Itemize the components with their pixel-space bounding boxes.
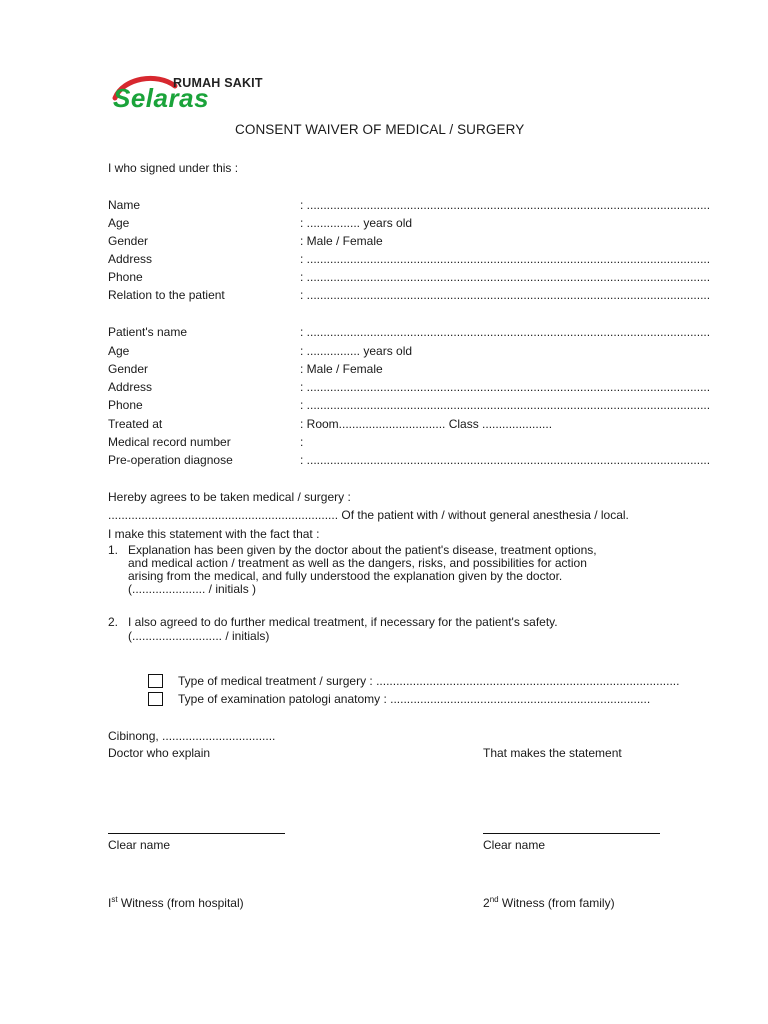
treatment-type-checkbox[interactable] xyxy=(148,674,163,688)
agreement-line-2: ..................................................................... Of the patient with / without general anesthesia / local. xyxy=(108,508,629,522)
signer-relation-label: Relation to the patient xyxy=(108,288,225,302)
patient-treated-field: : Room................................ Class ..................... xyxy=(300,417,553,431)
logo-top-text: RUMAH SAKIT xyxy=(173,76,263,90)
agreement-line-1: Hereby agrees to be taken medical / surgery : xyxy=(108,490,351,504)
statement-2-line-1: I also agreed to do further medical treatment, if necessary for the patient's safety. xyxy=(128,615,558,629)
patient-age-label: Age xyxy=(108,344,130,358)
witness-1-label xyxy=(108,896,244,910)
doctor-signature-line xyxy=(108,833,285,834)
witness-1-suffix: st xyxy=(111,895,118,904)
patient-gender-field: : Male / Female xyxy=(300,362,383,376)
witness-2-suffix: nd xyxy=(489,895,499,904)
treatment-type-label: Type of medical treatment / surgery : ........................................................................................... xyxy=(178,674,680,688)
patient-name-label: Patient's name xyxy=(108,325,188,339)
signer-relation-field: : ......................................................................................................................... xyxy=(300,288,711,302)
stater-clear-name: Clear name xyxy=(483,838,546,852)
patient-age-field: : ................ years old xyxy=(300,344,413,358)
statement-1-line-3: arising from the medical, and fully understood the explanation given by the doctor. xyxy=(128,569,563,583)
witness-1-number: I xyxy=(108,896,112,910)
witness-2-text: Witness (from family) xyxy=(498,896,615,910)
witness-2-number: 2 xyxy=(483,896,490,910)
examination-type-label: Type of examination patologi anatomy : .............................................................................. xyxy=(178,692,651,706)
statement-2-number: 2. xyxy=(108,615,119,629)
patient-address-field: : ......................................................................................................................... xyxy=(300,380,711,394)
statement-1-line-2: and medical action / treatment as well as the dangers, risks, and possibilities for action xyxy=(128,556,587,570)
witness-2-label xyxy=(483,896,615,910)
statement-1-number: 1. xyxy=(108,543,119,557)
statement-1-initials: (...................... / initials ) xyxy=(128,582,257,596)
patient-address-label: Address xyxy=(108,380,153,394)
hospital-logo xyxy=(105,72,285,114)
signer-address-label: Address xyxy=(108,252,153,266)
logo-brand-text: Selaras xyxy=(113,83,210,113)
doctor-clear-name: Clear name xyxy=(108,838,171,852)
patient-name-field: : ......................................................................................................................... xyxy=(300,325,711,339)
patient-mrn-label: Medical record number xyxy=(108,435,231,449)
patient-mrn-field: : xyxy=(300,435,304,449)
agreement-line-3: I make this statement with the fact that : xyxy=(108,527,320,541)
patient-treated-label: Treated at xyxy=(108,417,163,431)
signer-address-field: : ......................................................................................................................... xyxy=(300,252,711,266)
signer-name-field: : ......................................................................................................................... xyxy=(300,198,711,212)
patient-diagnose-label: Pre-operation diagnose xyxy=(108,453,233,467)
signer-age-label: Age xyxy=(108,216,130,230)
signer-gender-field: : Male / Female xyxy=(300,234,383,248)
intro-text: I who signed under this : xyxy=(108,161,239,175)
page-title: CONSENT WAIVER OF MEDICAL / SURGERY xyxy=(235,122,525,137)
statement-2-initials: (........................... / initials) xyxy=(128,629,270,643)
examination-type-checkbox[interactable] xyxy=(148,692,163,706)
signer-name-label: Name xyxy=(108,198,141,212)
stater-signature-line xyxy=(483,833,660,834)
patient-diagnose-field: : ......................................................................................................................... xyxy=(300,453,711,467)
patient-gender-label: Gender xyxy=(108,362,149,376)
doctor-role-label: Doctor who explain xyxy=(108,746,211,760)
signer-phone-field: : ......................................................................................................................... xyxy=(300,270,711,284)
place-date: Cibinong, .................................. xyxy=(108,729,276,743)
patient-phone-field: : ......................................................................................................................... xyxy=(300,398,711,412)
signer-phone-label: Phone xyxy=(108,270,143,284)
signer-age-field: : ................ years old xyxy=(300,216,413,230)
statement-1-line-1: Explanation has been given by the doctor about the patient's disease, treatment options, xyxy=(128,543,597,557)
patient-phone-label: Phone xyxy=(108,398,143,412)
stater-role-label: That makes the statement xyxy=(483,746,622,760)
signer-gender-label: Gender xyxy=(108,234,149,248)
witness-1-text: Witness (from hospital) xyxy=(117,896,244,910)
